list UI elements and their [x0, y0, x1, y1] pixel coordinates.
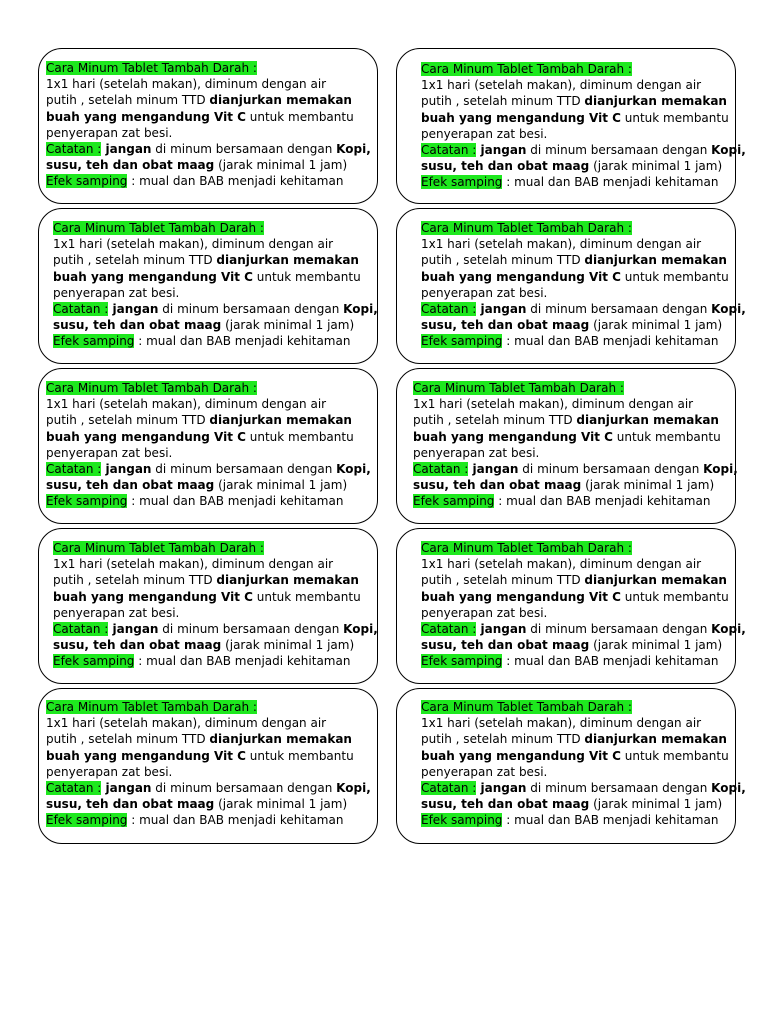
text: untuk membantu — [620, 589, 729, 604]
bold-text: Kopi, — [711, 780, 746, 795]
bold-text: jangan — [476, 301, 527, 316]
text: putih , setelah minum TTD — [53, 573, 217, 588]
text: untuk membantu — [620, 110, 729, 125]
bold-text: buah yang mengandung Vit C — [46, 429, 246, 444]
bold-text: susu, teh dan obat maag — [421, 318, 590, 333]
text: (jarak minimal 1 jam) — [589, 159, 723, 174]
text: (jarak minimal 1 jam) — [581, 478, 715, 493]
text: : mual dan BAB menjadi kehitaman — [502, 175, 719, 190]
bold-text: buah yang mengandung Vit C — [413, 429, 613, 444]
bold-text: jangan — [476, 621, 527, 636]
note-label: Catatan : — [421, 780, 477, 795]
bold-text: Kopi, — [711, 142, 746, 157]
text: : mual dan BAB menjadi kehitaman — [127, 813, 344, 828]
text: penyerapan zat besi. — [53, 605, 180, 620]
dose-line: 1x1 hari (setelah makan), diminum dengan air — [413, 397, 694, 412]
text: di minum bersamaan dengan — [151, 461, 337, 476]
note-label: Catatan : — [421, 301, 477, 316]
text: di minum bersamaan dengan — [151, 141, 337, 156]
text: putih , setelah minum TTD — [53, 253, 217, 268]
text: : mual dan BAB menjadi kehitaman — [134, 334, 351, 349]
side-effect-label: Efek samping — [46, 813, 128, 828]
text: untuk membantu — [252, 269, 361, 284]
dose-line: 1x1 hari (setelah makan), diminum dengan air — [421, 716, 702, 731]
bold-text: buah yang mengandung Vit C — [53, 269, 253, 284]
side-effect-label: Efek samping — [53, 334, 135, 349]
text: di minum bersamaan dengan — [526, 142, 712, 157]
note-label: Catatan : — [53, 621, 109, 636]
note-label: Catatan : — [53, 301, 109, 316]
title: Cara Minum Tablet Tambah Darah : — [421, 541, 632, 555]
dose-line: 1x1 hari (setelah makan), diminum dengan air — [421, 557, 702, 572]
text: : mual dan BAB menjadi kehitaman — [494, 494, 711, 509]
text: putih , setelah minum TTD — [46, 93, 210, 108]
dose-line: 1x1 hari (setelah makan), diminum dengan air — [53, 237, 334, 252]
side-effect-label: Efek samping — [421, 175, 503, 190]
bold-text: buah yang mengandung Vit C — [421, 110, 621, 125]
side-effect-label: Efek samping — [413, 494, 495, 509]
text: di minum bersamaan dengan — [158, 301, 344, 316]
text: untuk membantu — [620, 269, 729, 284]
dose-line: 1x1 hari (setelah makan), diminum dengan air — [46, 77, 327, 92]
text: di minum bersamaan dengan — [526, 301, 712, 316]
bold-text: Kopi, — [711, 301, 746, 316]
bold-text: buah yang mengandung Vit C — [53, 589, 253, 604]
text: di minum bersamaan dengan — [151, 780, 337, 795]
bold-text: dianjurkan memakan — [209, 93, 352, 108]
dose-line: 1x1 hari (setelah makan), diminum dengan air — [421, 78, 702, 93]
label-card-text — [421, 61, 746, 191]
side-effect-label: Efek samping — [421, 334, 503, 349]
bold-text: susu, teh dan obat maag — [46, 158, 215, 173]
bold-text: Kopi, — [336, 780, 371, 795]
text: putih , setelah minum TTD — [421, 573, 585, 588]
bold-text: dianjurkan memakan — [584, 573, 727, 588]
label-card-text — [46, 60, 371, 190]
title: Cara Minum Tablet Tambah Darah : — [421, 62, 632, 76]
bold-text: susu, teh dan obat maag — [421, 797, 590, 812]
bold-text: Kopi, — [343, 301, 378, 316]
bold-text: dianjurkan memakan — [584, 253, 727, 268]
text: (jarak minimal 1 jam) — [589, 638, 723, 653]
bold-text: Kopi, — [336, 141, 371, 156]
bold-text: jangan — [101, 461, 152, 476]
bold-text: jangan — [476, 142, 527, 157]
text: (jarak minimal 1 jam) — [214, 158, 348, 173]
side-effect-label: Efek samping — [46, 174, 128, 189]
text: untuk membantu — [620, 748, 729, 763]
bold-text: dianjurkan memakan — [209, 413, 352, 428]
label-card-text — [46, 380, 371, 510]
bold-text: jangan — [476, 780, 527, 795]
label-card-text — [413, 380, 738, 510]
text: putih , setelah minum TTD — [421, 253, 585, 268]
text: untuk membantu — [252, 589, 361, 604]
bold-text: susu, teh dan obat maag — [46, 478, 215, 493]
text: : mual dan BAB menjadi kehitaman — [127, 174, 344, 189]
dose-line: 1x1 hari (setelah makan), diminum dengan air — [421, 237, 702, 252]
text: (jarak minimal 1 jam) — [589, 797, 723, 812]
title: Cara Minum Tablet Tambah Darah : — [413, 381, 624, 395]
dose-line: 1x1 hari (setelah makan), diminum dengan air — [46, 397, 327, 412]
note-label: Catatan : — [46, 780, 102, 795]
title: Cara Minum Tablet Tambah Darah : — [46, 381, 257, 395]
text: penyerapan zat besi. — [413, 445, 540, 460]
text: di minum bersamaan dengan — [526, 780, 712, 795]
text: penyerapan zat besi. — [421, 764, 548, 779]
label-card-text — [53, 540, 378, 670]
bold-text: susu, teh dan obat maag — [46, 797, 215, 812]
title: Cara Minum Tablet Tambah Darah : — [53, 221, 264, 235]
bold-text: susu, teh dan obat maag — [421, 159, 590, 174]
bold-text: dianjurkan memakan — [576, 413, 719, 428]
side-effect-label: Efek samping — [46, 494, 128, 509]
title: Cara Minum Tablet Tambah Darah : — [421, 700, 632, 714]
text: putih , setelah minum TTD — [46, 732, 210, 747]
bold-text: jangan — [108, 301, 159, 316]
bold-text: dianjurkan memakan — [216, 573, 359, 588]
text: (jarak minimal 1 jam) — [589, 318, 723, 333]
dose-line: 1x1 hari (setelah makan), diminum dengan air — [46, 716, 327, 731]
title: Cara Minum Tablet Tambah Darah : — [46, 700, 257, 714]
bold-text: jangan — [108, 621, 159, 636]
text: di minum bersamaan dengan — [158, 621, 344, 636]
text: untuk membantu — [245, 748, 354, 763]
bold-text: susu, teh dan obat maag — [53, 638, 222, 653]
note-label: Catatan : — [46, 141, 102, 156]
text: putih , setelah minum TTD — [46, 413, 210, 428]
text: : mual dan BAB menjadi kehitaman — [502, 654, 719, 669]
text: di minum bersamaan dengan — [518, 461, 704, 476]
text: penyerapan zat besi. — [46, 445, 173, 460]
bold-text: jangan — [468, 461, 519, 476]
text: putih , setelah minum TTD — [421, 732, 585, 747]
text: untuk membantu — [245, 109, 354, 124]
bold-text: dianjurkan memakan — [209, 732, 352, 747]
text: penyerapan zat besi. — [46, 764, 173, 779]
text: : mual dan BAB menjadi kehitaman — [127, 494, 344, 509]
note-label: Catatan : — [413, 461, 469, 476]
bold-text: susu, teh dan obat maag — [413, 478, 582, 493]
bold-text: buah yang mengandung Vit C — [421, 748, 621, 763]
bold-text: buah yang mengandung Vit C — [46, 748, 246, 763]
bold-text: Kopi, — [343, 621, 378, 636]
dose-line: 1x1 hari (setelah makan), diminum dengan air — [53, 557, 334, 572]
text: penyerapan zat besi. — [421, 126, 548, 141]
side-effect-label: Efek samping — [421, 654, 503, 669]
label-card-text — [53, 220, 378, 350]
title: Cara Minum Tablet Tambah Darah : — [53, 541, 264, 555]
bold-text: jangan — [101, 780, 152, 795]
text: (jarak minimal 1 jam) — [221, 638, 355, 653]
text: : mual dan BAB menjadi kehitaman — [502, 813, 719, 828]
bold-text: dianjurkan memakan — [216, 253, 359, 268]
text: (jarak minimal 1 jam) — [214, 797, 348, 812]
label-card-text — [421, 699, 746, 829]
side-effect-label: Efek samping — [421, 813, 503, 828]
bold-text: Kopi, — [703, 461, 738, 476]
text: penyerapan zat besi. — [46, 125, 173, 140]
text: untuk membantu — [612, 429, 721, 444]
side-effect-label: Efek samping — [53, 654, 135, 669]
bold-text: susu, teh dan obat maag — [53, 318, 222, 333]
text: penyerapan zat besi. — [421, 285, 548, 300]
text: : mual dan BAB menjadi kehitaman — [134, 654, 351, 669]
title: Cara Minum Tablet Tambah Darah : — [421, 221, 632, 235]
note-label: Catatan : — [46, 461, 102, 476]
label-card-text — [46, 699, 371, 829]
bold-text: buah yang mengandung Vit C — [46, 109, 246, 124]
note-label: Catatan : — [421, 142, 477, 157]
bold-text: Kopi, — [711, 621, 746, 636]
bold-text: buah yang mengandung Vit C — [421, 269, 621, 284]
label-card-text — [421, 220, 746, 350]
bold-text: buah yang mengandung Vit C — [421, 589, 621, 604]
text: putih , setelah minum TTD — [421, 94, 585, 109]
text: penyerapan zat besi. — [53, 285, 180, 300]
text: di minum bersamaan dengan — [526, 621, 712, 636]
bold-text: jangan — [101, 141, 152, 156]
text: untuk membantu — [245, 429, 354, 444]
text: penyerapan zat besi. — [421, 605, 548, 620]
title: Cara Minum Tablet Tambah Darah : — [46, 61, 257, 75]
label-card-text — [421, 540, 746, 670]
note-label: Catatan : — [421, 621, 477, 636]
bold-text: dianjurkan memakan — [584, 94, 727, 109]
text: : mual dan BAB menjadi kehitaman — [502, 334, 719, 349]
text: (jarak minimal 1 jam) — [221, 318, 355, 333]
bold-text: susu, teh dan obat maag — [421, 638, 590, 653]
bold-text: Kopi, — [336, 461, 371, 476]
text: putih , setelah minum TTD — [413, 413, 577, 428]
bold-text: dianjurkan memakan — [584, 732, 727, 747]
text: (jarak minimal 1 jam) — [214, 478, 348, 493]
